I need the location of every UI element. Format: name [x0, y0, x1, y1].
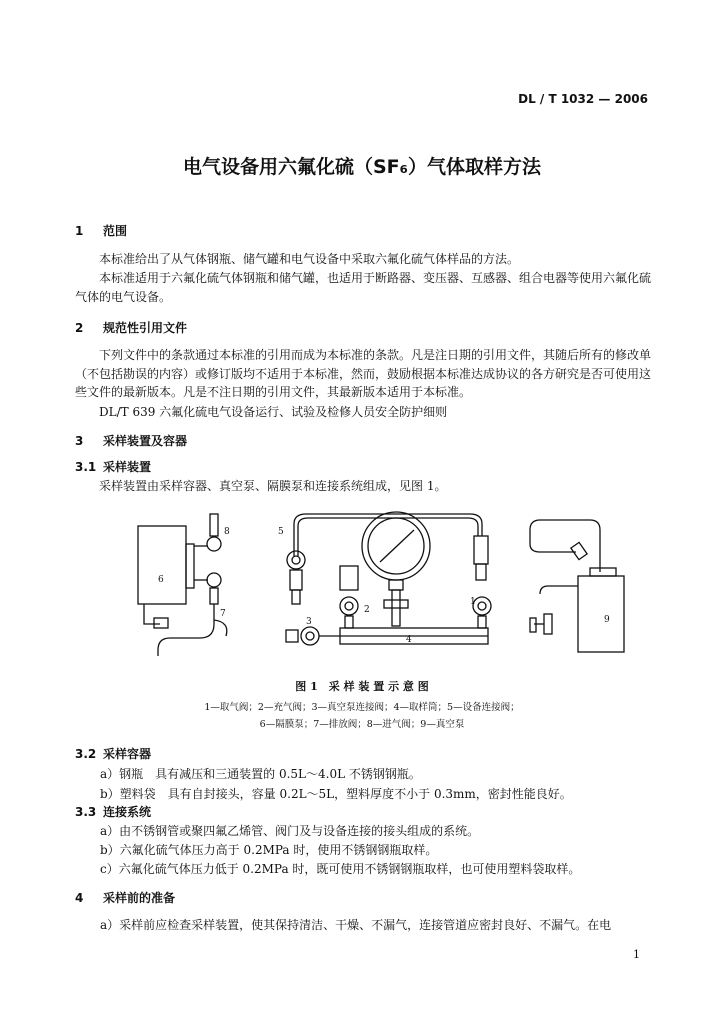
- section-1-paragraph-1: 本标准给出了从气体钢瓶、储气罐和电气设备中采取六氟化硫气体样品的方法。: [99, 252, 520, 266]
- figure-label-5: 5: [278, 527, 284, 537]
- section-number: 3.3: [75, 805, 97, 819]
- figure-legend-line-2: 6—隔膜泵；7—排放阀；8—进气阀；9—真空泵: [259, 719, 465, 730]
- section-4-heading: [75, 889, 175, 906]
- section-title: 采样前的准备: [103, 891, 176, 905]
- section-title: 采样装置: [103, 460, 152, 474]
- section-number: 3.1: [75, 460, 97, 474]
- list-item: c）六氟化硫气体压力低于 0.2MPa 时，既可使用不锈钢钢瓶取样，也可使用塑料袋取样。: [100, 862, 581, 876]
- section-title: 范围: [103, 224, 128, 238]
- figure-label-2: 2: [364, 605, 370, 615]
- section-number: 4: [75, 891, 84, 905]
- section-2-paragraph-1: 下列文件中的条款通过本标准的引用而成为本标准的条款。凡是注日期的引用文件，其随后所有的修改单（不包括勘误的内容）或修订版均不适用于本标准，然而，鼓励根据本标准达成协议的各方研究是否可使用这些文件的最新版本。凡是不注日期的引用文件，其最新版本适用于本标准。: [75, 348, 652, 400]
- section-1-paragraph-2: 本标准适用于六氟化硫气体钢瓶和储气罐，也适用于断路器、变压器、互感器、组合电器等使用六氟化硫气体的电气设备。: [75, 271, 652, 304]
- standard-code: DL / T 1032 — 2006: [518, 92, 648, 106]
- figure-label-3: 3: [306, 617, 312, 627]
- list-item: a）采样前应检查采样装置，使其保持清洁、干燥、不漏气，连接管道应密封良好、不漏气。在电: [100, 918, 612, 932]
- section-3-heading: [75, 432, 187, 449]
- section-title: 采样容器: [103, 747, 152, 761]
- figure-label-4: 4: [406, 635, 412, 645]
- vacuum-pump-unit: [530, 520, 624, 652]
- figure-label-6: 6: [158, 575, 164, 585]
- document-title: 电气设备用六氟化硫（SF₆）气体取样方法: [183, 156, 541, 178]
- list-item: a）钢瓶 具有减压和三通装置的 0.5L～4.0L 不锈钢钢瓶。: [100, 767, 421, 781]
- section-number: 3: [75, 434, 84, 448]
- figure-label-7: 7: [220, 609, 226, 619]
- list-item: b）六氟化硫气体压力高于 0.2MPa 时，使用不锈钢钢瓶取样。: [100, 843, 438, 857]
- section-3-1-heading: [75, 458, 151, 475]
- sampling-apparatus-figure: [130, 506, 630, 678]
- section-3-1-paragraph: 采样装置由采样容器、真空泵、隔膜泵和连接系统组成，见图 1。: [99, 479, 447, 493]
- section-number: 1: [75, 224, 84, 238]
- section-3-2-heading: [75, 745, 151, 762]
- section-1-heading: [75, 222, 127, 239]
- section-title: 连接系统: [103, 805, 152, 819]
- list-item: b）塑料袋 具有自封接头，容量 0.2L～5L，塑料厚度不小于 0.3mm，密封性能良好。: [100, 787, 572, 801]
- section-title: 采样装置及容器: [103, 434, 188, 448]
- figure-label-8: 8: [224, 527, 230, 537]
- list-item: a）由不锈钢管或聚四氟乙烯管、阀门及与设备连接的接头组成的系统。: [100, 824, 480, 838]
- section-title: 规范性引用文件: [103, 321, 188, 335]
- gauge-assembly: [286, 512, 491, 645]
- section-2-heading: [75, 319, 187, 336]
- section-number: 2: [75, 321, 84, 335]
- figure-label-1: 1: [470, 597, 476, 607]
- section-number: 3.2: [75, 747, 97, 761]
- figure-caption: 图 1 采 样 装 置 示 意 图: [295, 680, 429, 693]
- figure-label-9: 9: [604, 615, 610, 625]
- diaphragm-pump-unit: [138, 514, 227, 656]
- section-3-3-heading: [75, 803, 151, 820]
- section-2-reference: DL/T 639 六氟化硫电气设备运行、试验及检修人员安全防护细则: [99, 405, 448, 419]
- page-number: 1: [633, 948, 640, 961]
- figure-legend-line-1: 1—取气阀；2—充气阀；3—真空泵连接阀；4—取样筒；5—设备连接阀；: [204, 702, 520, 713]
